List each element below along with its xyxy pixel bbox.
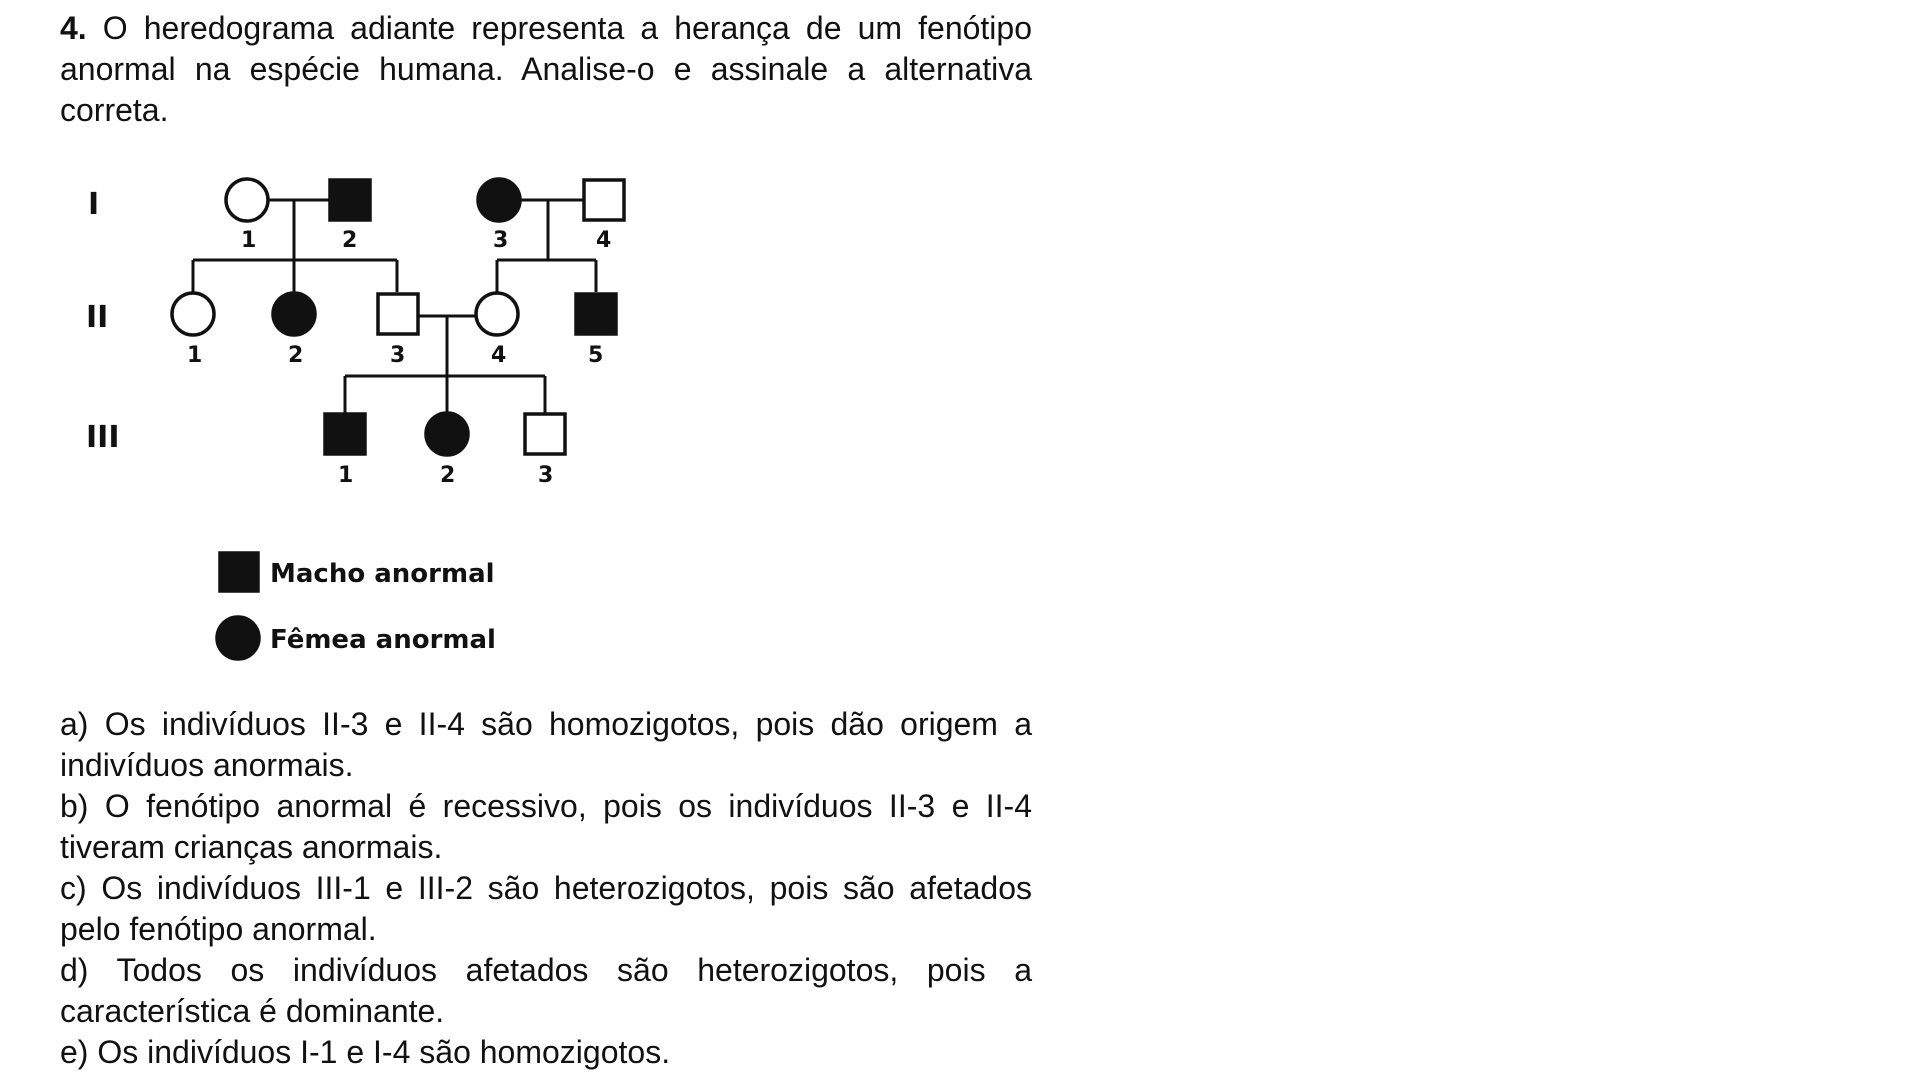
- individual-III2-circle: [426, 413, 468, 455]
- option-a[interactable]: a) Os indivíduos II-3 e II-4 são homozigotos, pois dão origem a indivíduos anormais.: [60, 706, 1032, 783]
- individual-I4-square: [584, 180, 624, 220]
- generation-label-II: II: [86, 300, 109, 335]
- individual-I2-square: [330, 180, 370, 220]
- label-I3: 3: [493, 228, 509, 253]
- generation-label-I: I: [88, 187, 100, 222]
- label-II5: 5: [588, 343, 604, 368]
- individual-II2-circle: [273, 293, 315, 335]
- individual-III3-square: [525, 414, 565, 454]
- label-II1: 1: [187, 343, 203, 368]
- label-III3: 3: [538, 463, 554, 488]
- individual-III1-square: [325, 414, 365, 454]
- label-II3: 3: [390, 343, 406, 368]
- individual-I3-circle: [478, 179, 520, 221]
- individual-II3-square: [378, 294, 418, 334]
- option-c[interactable]: c) Os indivíduos III-1 e III-2 são heterozigotos, pois são afetados pelo fenótipo anormal.: [60, 870, 1032, 947]
- question-text: O heredograma adiante representa a herança de um fenótipo anormal na espécie humana. Analise-o e assinale a alternativa correta.: [60, 10, 1033, 128]
- label-II4: 4: [491, 343, 507, 368]
- label-I4: 4: [596, 228, 612, 253]
- individual-I1-circle: [226, 179, 268, 221]
- option-b[interactable]: b) O fenótipo anormal é recessivo, pois os indivíduos II-3 e II-4 tiveram crianças anormais.: [60, 788, 1032, 865]
- label-I1: 1: [241, 228, 257, 253]
- question-number: 4.: [60, 10, 87, 46]
- label-I2: 2: [342, 228, 358, 253]
- pedigree-chart: [0, 0, 760, 680]
- individual-II4-circle: [476, 293, 518, 335]
- label-II2: 2: [288, 343, 304, 368]
- individual-II5-square: [576, 294, 616, 334]
- label-III1: 1: [338, 463, 354, 488]
- option-e[interactable]: e) Os indivíduos I-1 e I-4 são homozigotos.: [60, 1034, 671, 1070]
- legend-affected-male-label: Macho anormal: [270, 559, 495, 589]
- generation-label-III: III: [86, 420, 120, 455]
- label-III2: 2: [440, 463, 456, 488]
- option-d[interactable]: d) Todos os indivíduos afetados são heterozigotos, pois a característica é dominante.: [60, 952, 1032, 1029]
- answer-options: [60, 704, 1032, 1073]
- legend-affected-female-label: Fêmea anormal: [270, 625, 496, 655]
- legend-affected-female-circle: [217, 617, 259, 659]
- legend-affected-male-square: [220, 553, 258, 591]
- individual-II1-circle: [172, 293, 214, 335]
